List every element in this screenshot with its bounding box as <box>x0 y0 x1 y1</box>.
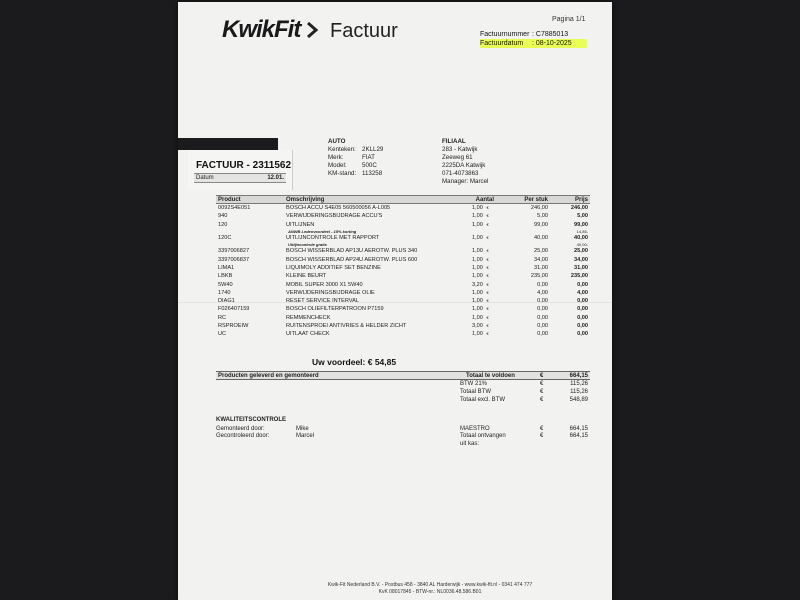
item-price: 99,00 <box>574 221 588 228</box>
quality-name: Mike <box>296 425 309 432</box>
header-unit-price: Per stuk <box>524 196 548 203</box>
item-quantity: 1,00 <box>472 289 483 296</box>
currency-symbol: € <box>486 273 489 279</box>
currency-symbol: € <box>540 372 544 379</box>
table-row <box>216 289 590 297</box>
item-unit-price: 25,00 <box>534 248 548 255</box>
item-quantity: 3,20 <box>472 281 483 288</box>
item-description: KLEINE BEURT <box>286 273 327 280</box>
quality-control-heading: KWALITEITSCONTROLE <box>216 417 286 423</box>
item-quantity-cell <box>466 290 508 296</box>
invoice-items-table <box>216 195 590 338</box>
item-unit-price: 0,00 <box>537 281 548 288</box>
invoice-date-value: : 08-10-2025 <box>532 40 572 47</box>
item-quantity-cell <box>466 298 508 304</box>
quality-row <box>216 425 590 433</box>
item-description: VERWIJDERINGSBIJDRAGE OLIE <box>286 289 375 296</box>
vehicle-row <box>328 154 383 162</box>
slip-datum-row <box>194 173 286 183</box>
currency-symbol: € <box>486 281 489 287</box>
invoice-number-label: Factuurnummer <box>480 31 530 38</box>
item-quantity-cell <box>466 257 508 263</box>
header-product: Product <box>218 196 241 203</box>
item-quantity-cell <box>466 213 508 219</box>
item-quantity-cell <box>466 235 508 241</box>
slip-datum-label: Datum <box>196 175 214 181</box>
quality-key: Gemonteerd door: <box>216 425 265 432</box>
item-unit-price: 246,00 <box>530 205 548 212</box>
payment-label: MAESTRO <box>460 425 490 432</box>
item-description: RESET SERVICE INTERVAL <box>286 298 359 305</box>
item-description: UITLAAT CHECK <box>286 331 330 338</box>
amount-due-value: 664,15 <box>569 372 588 379</box>
item-quantity: 1,00 <box>472 205 483 212</box>
discount-amount: 14,85- <box>576 228 588 234</box>
branch-line: Zeeweg 61 <box>442 154 473 161</box>
item-quantity: 1,00 <box>472 235 483 242</box>
item-description: BOSCH WISSERBLAD AP24U AEROTW. PLUS 600 <box>286 256 418 263</box>
item-quantity: 1,00 <box>472 273 483 280</box>
currency-symbol: € <box>486 314 489 320</box>
item-price: 0,00 <box>577 281 588 288</box>
item-description: UITLIJNCONTROLE MET RAPPORT <box>286 235 380 242</box>
footer-registration: KvK 08017845 - BTW-nr.: NL0036.48.586.B01 <box>378 589 482 595</box>
branch-info <box>442 138 488 186</box>
quality-control-section <box>216 417 590 448</box>
quality-row <box>216 440 590 448</box>
currency-symbol: € <box>486 323 489 328</box>
invoice-date-row <box>480 39 587 48</box>
item-quantity: 3,00 <box>472 323 483 329</box>
item-code: 120C <box>218 235 232 242</box>
totals-value: 115,26 <box>570 381 588 387</box>
vehicle-value: 113258 <box>362 170 383 177</box>
item-quantity-cell <box>466 265 508 271</box>
item-description: BOSCH OLIEFILTERPATROON P7159 <box>286 306 384 313</box>
totals-row <box>216 380 590 388</box>
currency-symbol: € <box>486 213 489 219</box>
item-code: LIMA1 <box>218 264 235 271</box>
invoice-meta <box>480 30 587 48</box>
item-quantity: 1,00 <box>472 221 483 228</box>
item-description: BOSCH WISSERBLAD AP13U AEROTW. PLUS 340 <box>286 248 418 255</box>
vehicle-row <box>328 170 383 178</box>
item-quantity-cell <box>466 222 508 228</box>
currency-symbol: € <box>540 433 544 440</box>
item-unit-price: 0,00 <box>537 298 548 305</box>
item-quantity-cell <box>466 282 508 288</box>
item-description: LIQUIMOLY ADDITIEF SET BENZINE <box>286 264 381 271</box>
document-title: Factuur <box>330 20 398 42</box>
savings-total: Uw voordeel: € 54,85 <box>312 357 397 367</box>
table-row <box>216 234 590 242</box>
item-price: 0,00 <box>577 323 588 329</box>
vehicle-key: Model: <box>328 162 347 169</box>
item-price: 25,00 <box>574 248 588 255</box>
item-price: 31,00 <box>574 264 588 271</box>
item-code: F026407159 <box>218 306 250 313</box>
item-description: REMMENCHECK <box>286 314 331 321</box>
item-price: 40,00 <box>574 235 588 242</box>
item-quantity-cell <box>466 331 508 337</box>
quality-row <box>216 433 590 441</box>
receipt-slip <box>188 150 293 190</box>
item-code: 940 <box>218 213 228 220</box>
table-row <box>216 264 590 272</box>
vehicle-row <box>328 146 383 154</box>
item-unit-price: 5,00 <box>537 213 548 220</box>
discount-text: ANWB Ledenvoordeel - 15% korting <box>288 228 357 234</box>
currency-symbol: € <box>486 256 489 262</box>
table-row <box>216 322 590 330</box>
item-quantity: 1,00 <box>472 314 483 321</box>
currency-symbol: € <box>486 205 489 211</box>
currency-symbol: € <box>486 235 489 241</box>
vehicle-value: 500C <box>362 162 377 169</box>
currency-symbol: € <box>540 425 544 432</box>
item-unit-price: 34,00 <box>534 256 548 263</box>
item-description: VERWIJDERINGSBIJDRAGE ACCU'S <box>286 213 383 220</box>
item-quantity: 1,00 <box>472 248 483 255</box>
branch-line: 071-4073863 <box>442 170 479 177</box>
branch-line: Manager: Marcel <box>442 178 489 185</box>
vehicle-value: 2KLL29 <box>362 146 384 153</box>
table-row <box>216 272 590 280</box>
table-row <box>216 204 590 212</box>
item-description: BOSCH ACCU S4E05 560500056 A-L005 <box>286 205 391 212</box>
item-code: LBKB <box>218 273 233 280</box>
vehicle-heading: AUTO <box>328 138 346 145</box>
item-code: UC <box>218 331 227 338</box>
item-unit-price: 0,00 <box>537 331 548 338</box>
slip-title: FACTUUR - 2311562 <box>196 160 292 171</box>
totals-label: BTW 21% <box>460 381 488 387</box>
branch-line: 283 - Katwijk <box>442 146 478 153</box>
items-header-row <box>216 195 590 204</box>
currency-symbol: € <box>540 389 544 395</box>
table-row <box>216 297 590 305</box>
item-unit-price: 31,00 <box>534 264 548 271</box>
item-quantity: 1,00 <box>472 298 483 305</box>
page-number: Pagina 1/1 <box>552 16 586 23</box>
item-price: 0,00 <box>577 331 588 338</box>
table-row <box>216 280 590 288</box>
table-row <box>216 247 590 255</box>
item-quantity-cell <box>466 315 508 321</box>
totals-row <box>216 396 590 404</box>
kwikfit-logo: KwikFit <box>222 16 301 43</box>
discount-amount: 40,00- <box>576 242 588 248</box>
currency-symbol: € <box>540 381 544 387</box>
table-row <box>216 314 590 322</box>
payment-value: 664,15 <box>569 433 588 440</box>
item-code: DIAG1 <box>218 298 235 305</box>
item-quantity: 1,00 <box>472 306 483 313</box>
item-price: 4,00 <box>577 289 588 296</box>
vehicle-key: Merk: <box>328 154 344 161</box>
item-code: RC <box>218 314 227 321</box>
item-code: 3397006827 <box>218 248 250 255</box>
quality-name: Marcel <box>296 433 315 440</box>
totals-section <box>216 371 590 404</box>
footer <box>280 582 580 596</box>
totals-value: 115,26 <box>570 389 588 395</box>
item-description: UITLIJNEN <box>286 221 315 228</box>
discount-text: Uitlijncontrole gratis <box>288 242 327 248</box>
table-row <box>216 255 590 263</box>
slip-datum-value: 12.01. <box>267 175 284 181</box>
item-quantity-cell <box>466 306 508 312</box>
payment-label: Totaal ontvangen <box>460 433 506 440</box>
item-description: MOBIL SUPER 3000 X1 5W40 <box>286 281 363 288</box>
currency-symbol: € <box>486 298 489 304</box>
item-code: 1740 <box>218 289 231 296</box>
currency-symbol: € <box>486 221 489 227</box>
currency-symbol: € <box>540 397 544 403</box>
item-code: RSPROEIW <box>218 323 249 329</box>
item-quantity-cell <box>466 323 508 329</box>
vehicle-row <box>328 162 383 170</box>
header-description: Omschrijving <box>286 196 325 203</box>
item-price: 34,00 <box>574 256 588 263</box>
totals-value: 548,89 <box>569 397 588 403</box>
table-row <box>216 330 590 338</box>
item-quantity-cell <box>466 248 508 254</box>
invoice-number-row <box>480 30 587 39</box>
delivered-label: Producten geleverd en gemonteerd <box>218 372 319 379</box>
items-body <box>216 204 590 338</box>
vehicle-key: KM-stand: <box>328 170 357 177</box>
vehicle-value: FIAT <box>362 154 375 161</box>
item-code: 0092S4E051 <box>218 205 251 212</box>
chevron-right-icon <box>306 22 318 38</box>
currency-symbol: € <box>486 289 489 295</box>
item-quantity: 1,00 <box>472 213 483 220</box>
currency-symbol: € <box>486 331 489 337</box>
totals-header-row <box>216 371 590 380</box>
item-unit-price: 40,00 <box>534 235 548 242</box>
item-code: 120 <box>218 221 228 228</box>
table-row <box>216 305 590 313</box>
item-unit-price: 0,00 <box>537 323 548 329</box>
item-code: 3397006837 <box>218 256 250 263</box>
branch-line: 2225DA Katwijk <box>442 162 486 169</box>
table-row <box>216 212 590 220</box>
item-unit-price: 4,00 <box>537 289 548 296</box>
branch-heading: FILIAAL <box>442 138 466 145</box>
table-row <box>216 221 590 229</box>
header-quantity: Aantal <box>475 196 494 203</box>
item-quantity-cell <box>466 273 508 279</box>
payment-value: 664,15 <box>569 425 588 432</box>
payment-label: uit kas: <box>460 440 480 447</box>
item-description: RUITENSPROEI ANTIVRIES & HELDER ZICHT <box>286 323 407 329</box>
quality-key: Gecontroleerd door: <box>216 433 270 440</box>
item-unit-price: 235,00 <box>530 273 548 280</box>
currency-symbol: € <box>486 248 489 254</box>
totals-row <box>216 388 590 396</box>
vehicle-key: Kenteken: <box>328 146 356 153</box>
item-price: 0,00 <box>577 306 588 313</box>
item-quantity-cell <box>466 205 508 211</box>
amount-due-label: Totaal te voldoen <box>466 372 515 379</box>
item-unit-price: 0,00 <box>537 306 548 313</box>
item-quantity: 1,00 <box>472 264 483 271</box>
item-price: 0,00 <box>577 314 588 321</box>
vehicle-info <box>328 138 383 178</box>
item-price: 0,00 <box>577 298 588 305</box>
item-code: 5W40 <box>218 281 233 288</box>
item-price: 246,00 <box>570 205 588 212</box>
invoice-date-label: Factuurdatum <box>480 40 524 47</box>
item-price: 235,00 <box>570 273 588 280</box>
totals-label: Totaal excl. BTW <box>460 397 506 403</box>
header-price: Prijs <box>574 196 588 203</box>
item-quantity: 1,00 <box>472 331 483 338</box>
item-unit-price: 99,00 <box>534 221 548 228</box>
currency-symbol: € <box>486 264 489 270</box>
invoice-number-value: : C7885013 <box>532 31 569 38</box>
paper-torn-edge <box>178 138 278 150</box>
totals-label: Totaal BTW <box>460 389 492 395</box>
item-unit-price: 0,00 <box>537 314 548 321</box>
item-price: 5,00 <box>577 213 588 220</box>
item-quantity: 1,00 <box>472 256 483 263</box>
footer-address: Kwik-Fit Nederland B.V. - Postbus 458 - 3840 AL Harderwijk - www.kwik-fit.nl - 0341 474 777 <box>327 582 533 588</box>
currency-symbol: € <box>486 306 489 312</box>
